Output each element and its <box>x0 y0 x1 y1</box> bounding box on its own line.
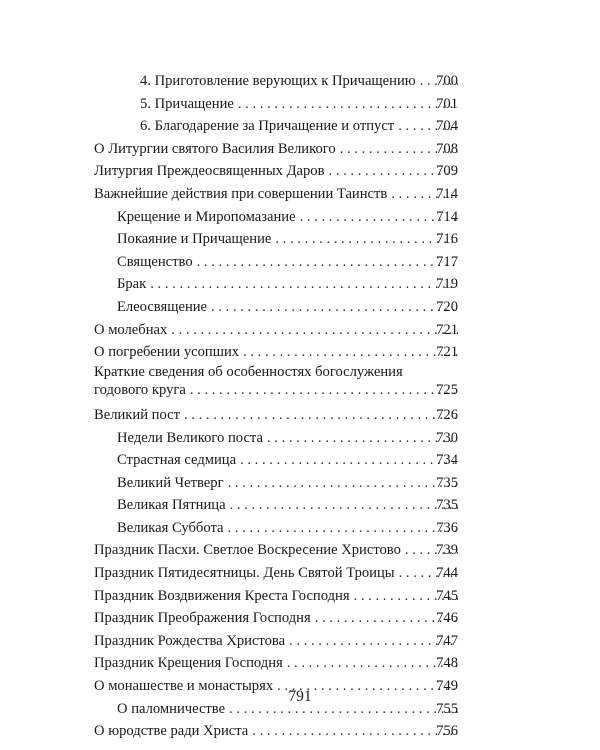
toc-entry-title: О погребении усопших <box>94 344 240 361</box>
toc-entry <box>0 517 600 540</box>
toc-entry <box>0 138 600 161</box>
toc-entry-page: 709 <box>436 163 458 180</box>
toc-entry-title: О молебнах <box>94 321 168 338</box>
toc-entry <box>0 404 600 427</box>
toc-entry-title: О Литургии святого Василия Великого <box>94 140 336 157</box>
toc-entry-page: 716 <box>436 231 458 248</box>
toc-entry-page: 721 <box>436 344 458 361</box>
toc-leader-dots <box>271 228 458 251</box>
toc-leader-dots <box>146 273 458 296</box>
toc-entry-title: Праздник Рождества Христова <box>94 632 286 649</box>
toc-entry <box>0 296 600 319</box>
toc-entry <box>0 607 600 630</box>
toc-leader-dots <box>180 404 458 427</box>
toc-entry-title: Покаяние и Причащение <box>117 231 272 248</box>
page-number: 791 <box>288 688 312 705</box>
toc-entry-page: 721 <box>436 321 458 338</box>
toc-entry-title: Литургия Преждеосвященных Даров <box>94 163 325 180</box>
toc-entry <box>0 494 600 517</box>
toc-entry-title: Крещение и Миропомазание <box>117 208 296 225</box>
toc-leader-dots <box>234 93 458 116</box>
toc-leader-dots <box>248 720 458 743</box>
toc-entry-page: 756 <box>436 723 458 740</box>
toc-entry-title: Важнейшие действия при совершении Таинств <box>94 185 388 202</box>
toc-leader-dots <box>207 296 458 319</box>
toc-entry-page: 744 <box>436 565 458 582</box>
toc-entry-title: Великая Пятница <box>117 497 226 514</box>
toc-entry-title: Краткие сведения об особенностях богослужения <box>94 363 403 380</box>
toc-leader-dots <box>226 494 458 517</box>
toc-leader-dots <box>239 341 458 364</box>
toc-leader-dots <box>223 517 458 540</box>
toc-entry-title: 6. Благодарение за Причащение и отпуст <box>140 118 395 135</box>
toc-entry-title: Праздник Пятидесятницы. День Святой Троицы <box>94 565 395 582</box>
toc-entry <box>0 652 600 675</box>
toc-entry-page: 700 <box>436 73 458 89</box>
toc-entry-page: 717 <box>436 253 458 270</box>
toc-entry-page: 726 <box>436 406 458 423</box>
toc-entry <box>0 364 600 404</box>
toc-entry-title: 5. Причащение <box>140 95 234 112</box>
toc-leader-dots <box>193 251 458 274</box>
table-of-contents <box>0 70 600 743</box>
toc-entry-title: Великая Суббота <box>117 519 224 536</box>
toc-entry-page: 745 <box>436 587 458 604</box>
toc-entry <box>0 341 600 364</box>
toc-entry <box>0 251 600 274</box>
toc-entry <box>0 183 600 206</box>
toc-entry <box>0 472 600 495</box>
toc-leader-dots <box>186 381 458 399</box>
toc-entry-title: Праздник Воздвижения Креста Господня <box>94 587 350 604</box>
toc-entry-page: 749 <box>436 678 458 695</box>
toc-entry-title-continued: годового круга <box>94 382 186 399</box>
toc-entry <box>0 562 600 585</box>
toc-entry-title: Праздник Пасхи. Светлое Воскресение Христово <box>94 542 401 559</box>
toc-entry-title: Священство <box>117 253 193 270</box>
toc-entry-title: О юродстве ради Христа <box>94 723 249 740</box>
toc-entry-title: Великий пост <box>94 406 180 423</box>
toc-entry-page: 736 <box>436 519 458 536</box>
toc-entry-title: О монашестве и монастырях <box>94 678 274 695</box>
toc-entry-title: Страстная седмица <box>117 452 237 469</box>
toc-entry-page: 719 <box>436 276 458 293</box>
toc-entry-page: 735 <box>436 497 458 514</box>
toc-entry <box>0 206 600 229</box>
toc-entry-page: 701 <box>436 95 458 112</box>
toc-leader-dots <box>283 652 458 675</box>
toc-leader-dots <box>167 319 458 342</box>
toc-entry-title: Брак <box>117 276 147 293</box>
toc-entry <box>0 449 600 472</box>
toc-entry-page: 714 <box>436 185 458 202</box>
toc-entry <box>0 630 600 653</box>
toc-entry-page: 708 <box>436 140 458 157</box>
toc-entry-page: 725 <box>436 382 458 399</box>
toc-entry-page: 739 <box>436 542 458 559</box>
toc-entry-page: 704 <box>436 118 458 135</box>
toc-entry <box>0 70 600 93</box>
toc-entry-title: О паломничестве <box>117 700 226 717</box>
toc-entry-page: 730 <box>436 429 458 446</box>
toc-entry-page: 746 <box>436 610 458 627</box>
toc-entry <box>0 273 600 296</box>
toc-entry-page: 735 <box>436 474 458 491</box>
toc-entry <box>0 319 600 342</box>
toc-entry-page: 755 <box>436 700 458 717</box>
toc-entry <box>0 720 600 743</box>
toc-entry-title: Великий Четверг <box>117 474 224 491</box>
toc-entry <box>0 427 600 450</box>
toc-leader-dots <box>236 449 458 472</box>
toc-entry-title: Праздник Крещения Господня <box>94 655 283 672</box>
toc-entry-title: Недели Великого поста <box>117 429 263 446</box>
toc-leader-dots <box>296 206 458 229</box>
toc-entry-page: 747 <box>436 632 458 649</box>
toc-entry <box>0 228 600 251</box>
toc-entry-title: Праздник Преображения Господня <box>94 610 311 627</box>
toc-entry <box>0 115 600 138</box>
toc-entry-title: 4. Приготовление верующих к Причащению <box>140 73 416 89</box>
toc-leader-dots <box>285 630 458 653</box>
toc-entry-page: 748 <box>436 655 458 672</box>
toc-entry-page: 720 <box>436 298 458 315</box>
toc-leader-dots <box>224 472 458 495</box>
toc-leader-dots <box>263 427 458 450</box>
toc-entry-title: Елеосвящение <box>117 298 208 315</box>
toc-entry <box>0 160 600 183</box>
toc-entry <box>0 93 600 116</box>
toc-entry <box>0 585 600 608</box>
toc-entry-page: 714 <box>436 208 458 225</box>
toc-entry-page: 734 <box>436 452 458 469</box>
toc-entry <box>0 539 600 562</box>
